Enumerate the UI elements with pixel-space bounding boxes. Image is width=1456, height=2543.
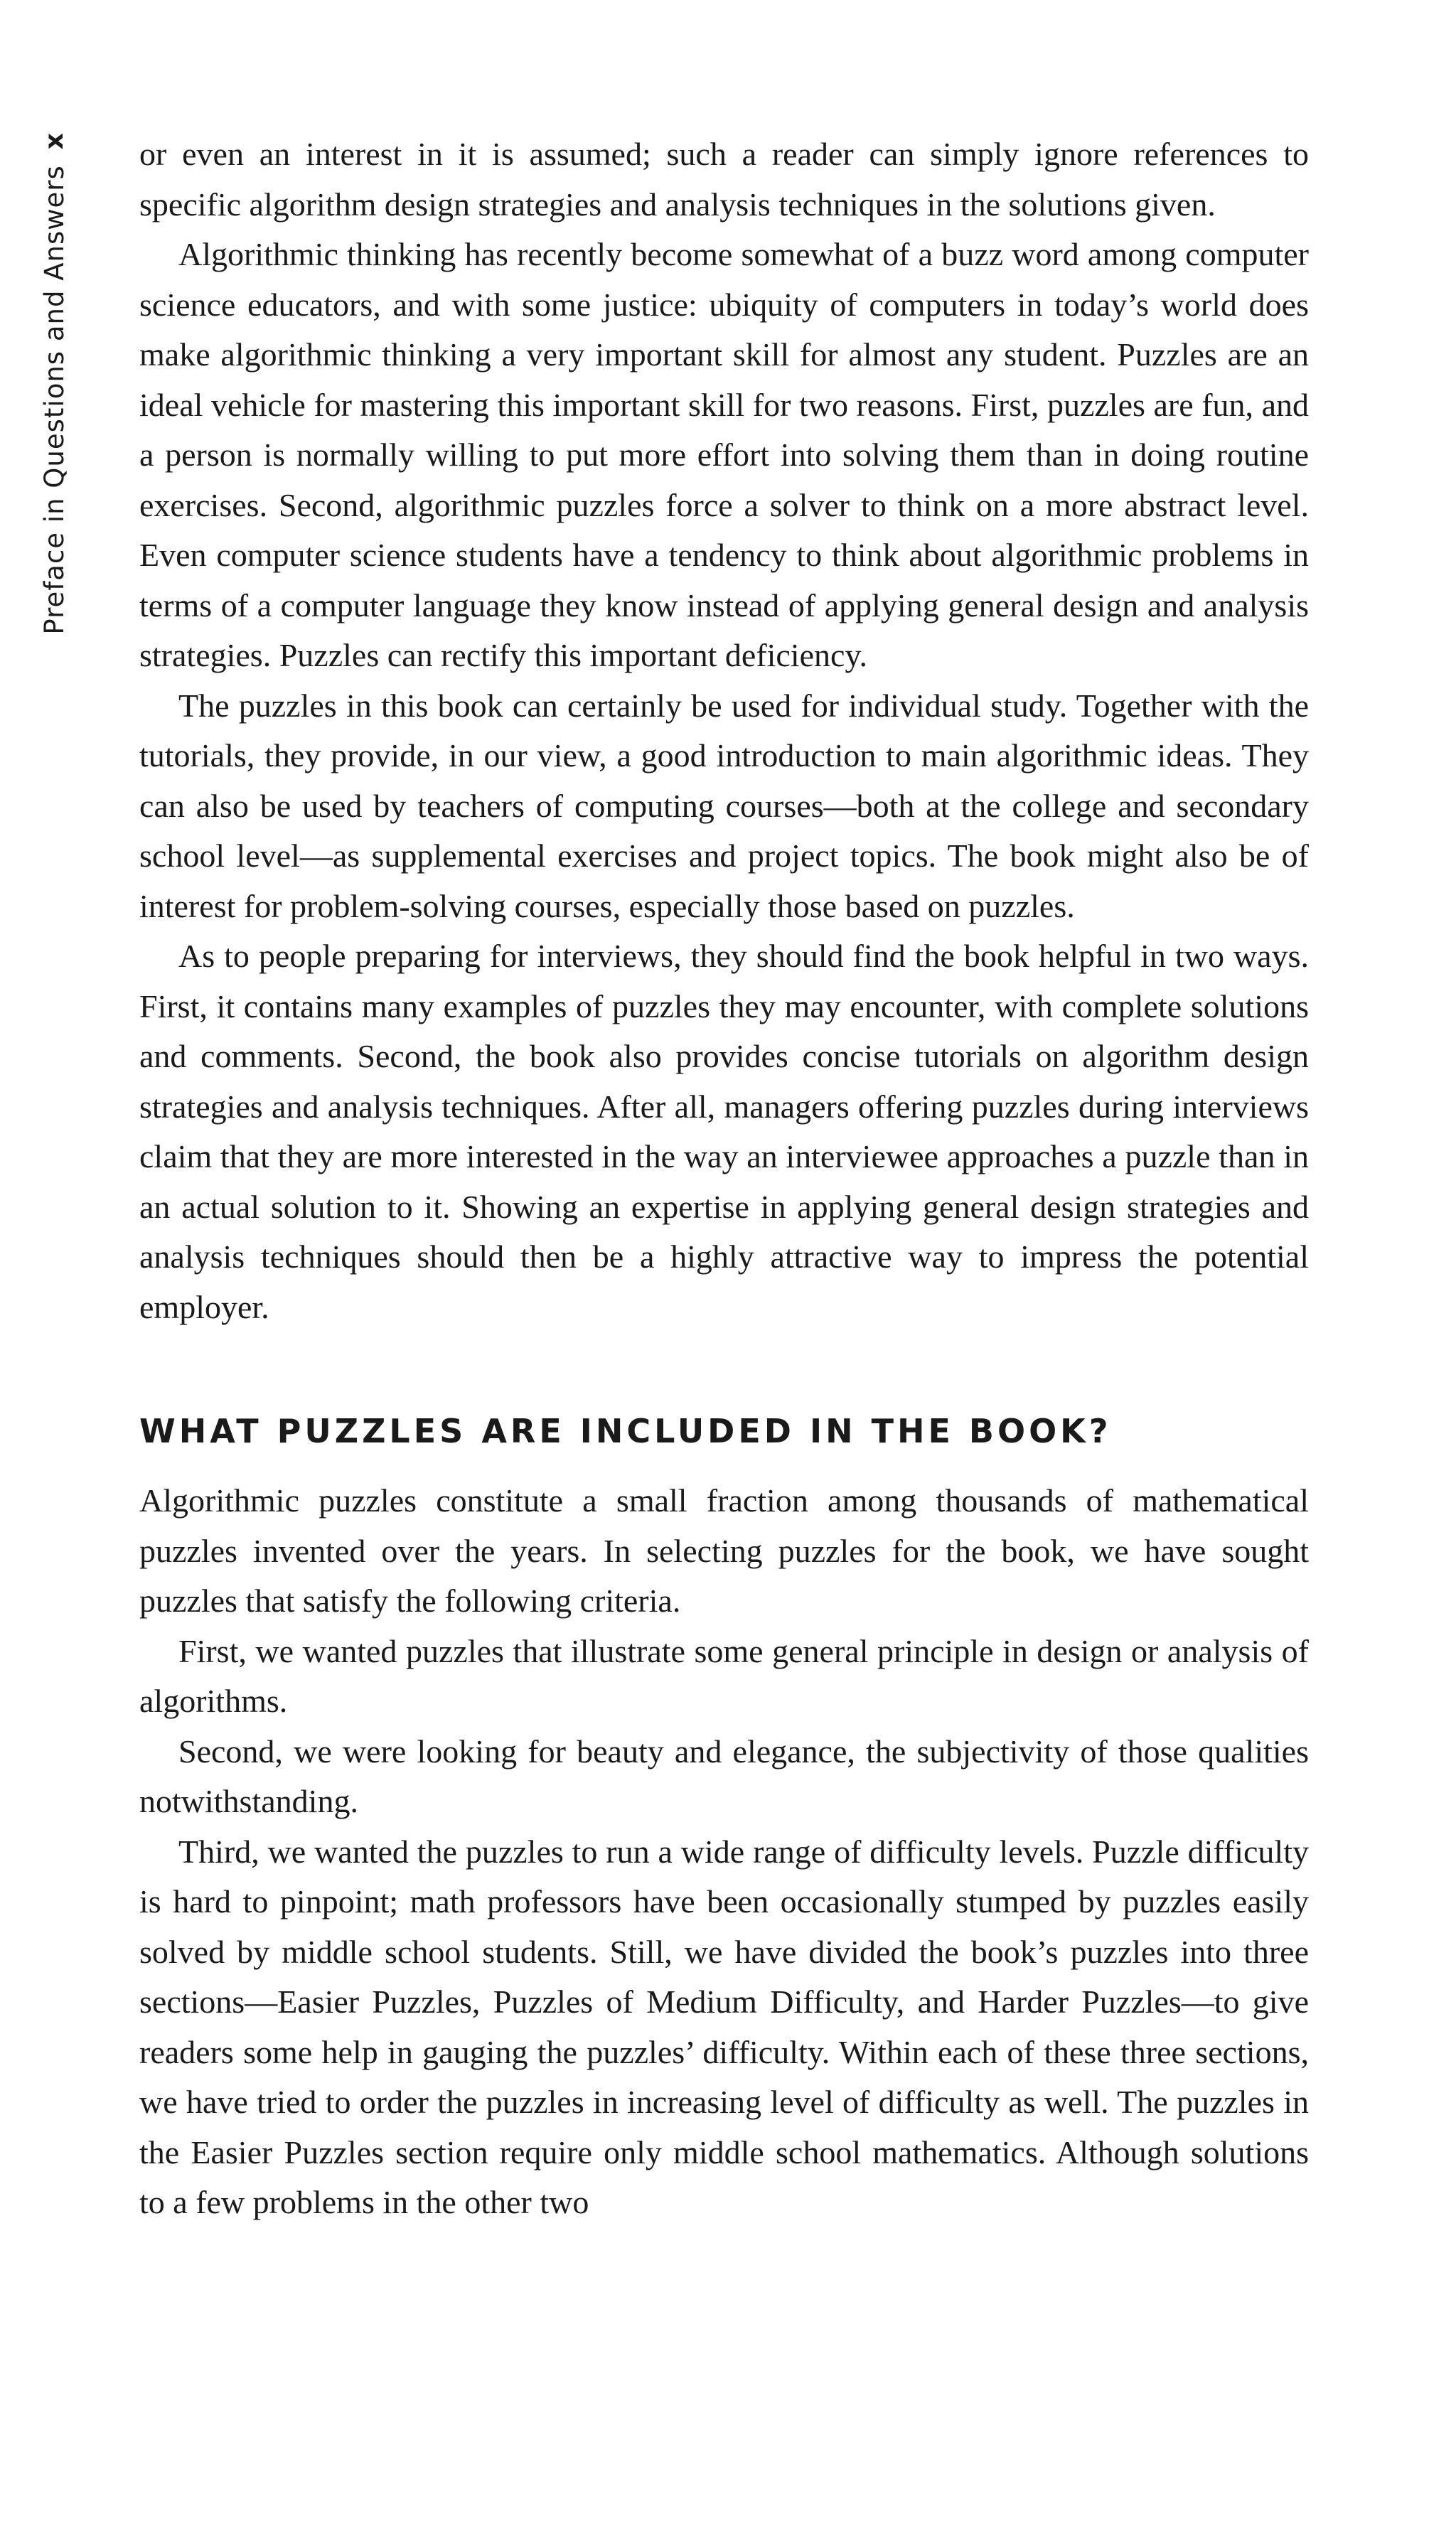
paragraph: First, we wanted puzzles that illustrate some general principle in design or analysis of algorithms. [139,1632,1309,1719]
page-body [139,129,1309,2228]
page-number: x [39,132,69,150]
running-head [33,132,75,687]
paragraph: Algorithmic thinking has recently become somewhat of a buzz word among computer science educators, and with some justice: ubiquity of computers in today’s world does make algorithmic thinking a very important skill for almost any student. Puzzles are an ideal vehicle for mastering this important skill for two reasons. First, puzzles are fun, and a person is normally willing to put more effort into solving them than in doing routine exercises. Second, algorithmic puzzles force a solver to think on a more abstract level. Even computer science students have a tendency to think about algorithmic problems in terms of a computer language they know instead of applying general design and analysis strategies. Puzzles can rectify this important deficiency. [139,236,1309,673]
paragraph: As to people preparing for interviews, they should find the book helpful in two ways. First, it contains many examples of puzzles they may encounter, with complete solutions and comments. Second, the book also provides concise tutorials on algorithm design strategies and analysis techniques. After all, managers offering puzzles during interviews claim that they are more interested in the way an interviewee approaches a puzzle than in an actual solution to it. Showing an expertise in applying general design strategies and analysis techniques should then be a highly attractive way to impress the potential employer. [139,938,1309,1325]
paragraph: Second, we were looking for beauty and elegance, the subjectivity of those qualities notwithstanding. [139,1733,1309,1819]
running-head-title: Preface in Questions and Answers [38,165,70,635]
paragraph: The puzzles in this book can certainly be used for individual study. Together with the tutorials, they provide, in our view, a good introduction to main algorithmic ideas. They can also be used by teachers of computing courses—both at the college and secondary school level—as supplemental exercises and project topics. The book might also be of interest for problem-solving courses, especially those based on puzzles. [139,687,1309,924]
paragraph: Third, we wanted the puzzles to run a wide range of difficulty levels. Puzzle difficulty is hard to pinpoint; math professors have been occasionally stumped by puzzles easily solved by middle school students. Still, we have divided the book’s puzzles into three sections—Easier Puzzles, Puzzles of Medium Difficulty, and Harder Puzzles—to give readers some help in gauging the puzzles’ difficulty. Within each of these three sections, we have tried to order the puzzles in increasing level of difficulty as well. The puzzles in the Easier Puzzles section require only middle school mathematics. Although solutions to a few problems in the other two [139,1833,1309,2220]
section-heading: WHAT PUZZLES ARE INCLUDED IN THE BOOK? [139,1412,1112,1450]
paragraph: Algorithmic puzzles constitute a small fraction among thousands of mathematical puzzles invented over the years. In selecting puzzles for the book, we have sought puzzles that satisfy the following criteria. [139,1482,1309,1619]
paragraph: or even an interest in it is assumed; such a reader can simply ignore references to specific algorithm design strategies and analysis techniques in the solutions given. [139,136,1309,223]
